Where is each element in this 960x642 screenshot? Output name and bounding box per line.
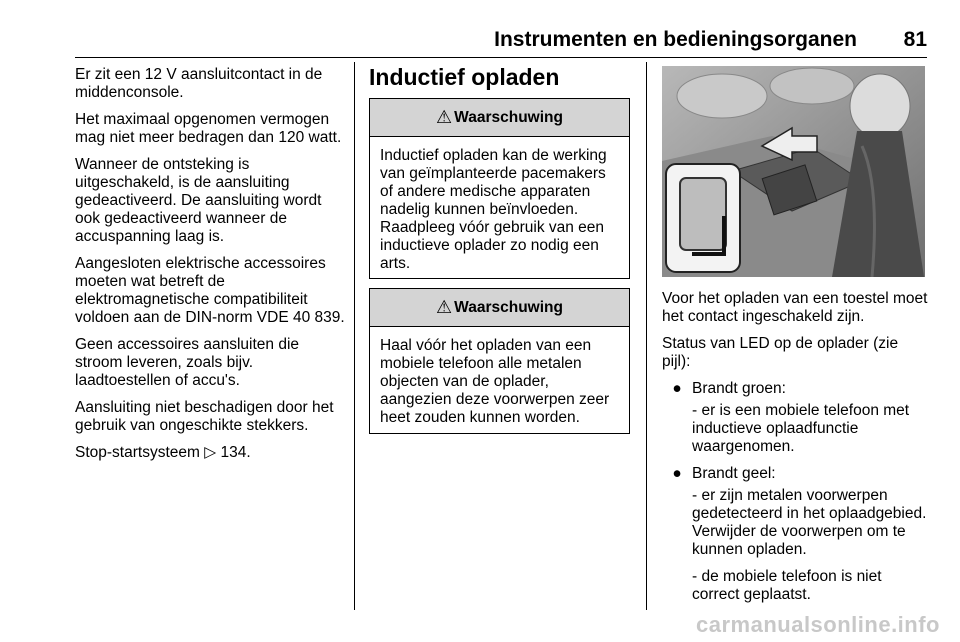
- charger-illustration: [662, 66, 925, 277]
- paragraph: Aansluiting niet beschadigen door het gebruik van ongeschikte stekkers.: [75, 399, 334, 434]
- warning-label: Waarschuwing: [454, 108, 563, 126]
- paragraph: Status van LED op de oplader (zie pijl):: [662, 335, 899, 370]
- bullet-dot-icon: ●: [672, 380, 682, 397]
- list-item-detail: - de mobiele telefoon is niet correct geplaatst.: [692, 568, 882, 603]
- left-column: [75, 66, 345, 471]
- reference-page: 134.: [220, 444, 251, 461]
- charger-photo: [662, 66, 925, 277]
- header-divider: [75, 57, 927, 58]
- list-item-label: Brandt groen:: [692, 380, 786, 397]
- watermark: carmanualsonline.info: [696, 612, 940, 637]
- paragraph: Geen accessoires aansluiten die stroom leveren, zoals bijv. laadtoestellen of accu's.: [75, 336, 300, 389]
- column-divider-right: [646, 62, 647, 610]
- right-column: [662, 290, 930, 613]
- warning-triangle-icon: ⚠: [436, 297, 453, 317]
- reference-text: Stop-startsysteem: [75, 444, 200, 461]
- list-item-label: Brandt geel:: [692, 465, 776, 482]
- cross-reference[interactable]: [75, 444, 345, 462]
- page-reference-arrow-icon: ▷: [204, 444, 217, 461]
- section-title: Inductief opladen: [369, 64, 560, 90]
- paragraph: Het maximaal opgenomen vermogen mag niet meer bedragen dan 120 watt.: [75, 111, 342, 146]
- page-number: 81: [903, 28, 927, 51]
- list-item-detail: - er zijn metalen voorwerpen gedetecteerd in het oplaadgebied. Verwijder de voorwerpen om te kunnen opladen.: [692, 487, 927, 558]
- warning-box: [369, 98, 630, 279]
- list-item: [662, 380, 930, 398]
- warning-box: [369, 288, 630, 434]
- list-item-detail: - er is een mobiele telefoon met inductieve oplaadfunctie waargenomen.: [692, 402, 910, 455]
- warning-header: [370, 289, 629, 327]
- warning-text: Inductief opladen kan de werking van geïmplanteerde pacemakers of andere medische apparaten nadelig kunnen beïnvloeden. Raadpleeg vóór gebruik van een inductieve oplader zo nodig een arts.: [380, 147, 607, 272]
- paragraph: Er zit een 12 V aansluitcontact in de middenconsole.: [75, 66, 323, 101]
- warning-header: [370, 99, 629, 137]
- warning-label: Waarschuwing: [454, 298, 563, 316]
- page-header: [75, 0, 927, 62]
- paragraph: Aangesloten elektrische accessoires moeten wat betreft de elektromagnetische compatibiliteit voldoen aan de DIN-norm VDE 40 839.: [75, 255, 345, 326]
- bullet-dot-icon: ●: [672, 465, 682, 482]
- column-divider-left: [354, 62, 355, 610]
- paragraph: Wanneer de ontsteking is uitgeschakeld, is de aansluiting gedeactiveerd. De aansluiting wordt ook gedeactiveerd wanneer de accuspanning laag is.: [75, 156, 322, 245]
- paragraph: Voor het opladen van een toestel moet het contact ingeschakeld zijn.: [662, 290, 928, 325]
- warning-triangle-icon: ⚠: [436, 107, 453, 127]
- list-item: [662, 465, 930, 483]
- warning-text: Haal vóór het opladen van een mobiele telefoon alle metalen objecten van de oplader, aangezien deze voorwerpen zeer heet zouden kunnen worden.: [380, 337, 610, 426]
- page-title: Instrumenten en bedieningsorganen: [494, 28, 857, 51]
